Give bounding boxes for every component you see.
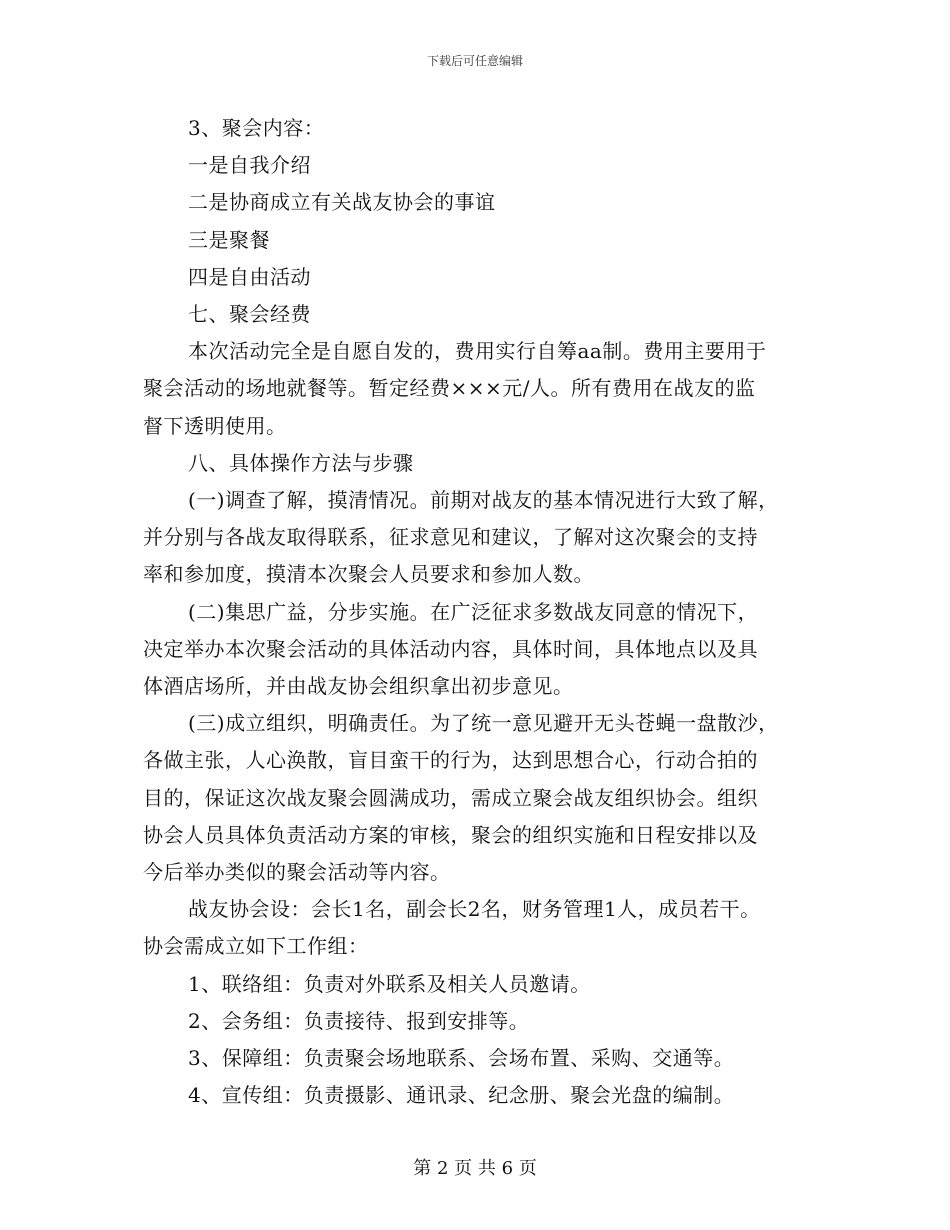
text-line: 各做主张，人心涣散，盲目蛮干的行为，达到思想合心，行动合拍的 bbox=[143, 748, 758, 773]
text-line: 今后举办类似的聚会活动等内容。 bbox=[143, 860, 451, 885]
text-line: 协会需成立如下工作组： bbox=[143, 934, 369, 959]
text-line: 八、具体操作方法与步骤 bbox=[188, 450, 414, 475]
text-line: (二)集思广益，分步实施。在广泛征求多数战友同意的情况下， bbox=[188, 599, 759, 624]
text-line: 本次活动完全是自愿自发的，费用实行自筹aa制。费用主要用于 bbox=[188, 339, 767, 364]
text-line: 七、聚会经费 bbox=[188, 302, 311, 327]
text-line: 3、聚会内容： bbox=[188, 116, 325, 140]
text-line: 3、保障组：负责聚会场地联系、会场布置、采购、交通等。 bbox=[188, 1046, 735, 1071]
text-line: 四是自由活动 bbox=[188, 264, 311, 289]
page-number-footer: 第 2 页 共 6 页 bbox=[413, 1158, 537, 1179]
text-line: 二是协商成立有关战友协会的事谊 bbox=[188, 190, 496, 215]
page-header: 下载后可任意编辑 bbox=[426, 54, 523, 68]
text-line: 目的，保证这次战友聚会圆满成功，需成立聚会战友组织协会。组织 bbox=[143, 785, 758, 810]
text-line: 体酒店场所，并由战友协会组织拿出初步意见。 bbox=[143, 674, 574, 699]
text-line: 2、会务组：负责接待、报到安排等。 bbox=[188, 1008, 530, 1033]
text-line: (一)调查了解，摸清情况。前期对战友的基本情况进行大致了解， bbox=[188, 488, 779, 513]
text-line: 4、宣传组：负责摄影、通讯录、纪念册、聚会光盘的编制。 bbox=[188, 1083, 735, 1108]
text-line: 三是聚餐 bbox=[188, 227, 270, 252]
text-line: (三)成立组织，明确责任。为了统一意见避开无头苍蝇一盘散沙， bbox=[188, 711, 779, 736]
text-line: 督下透明使用。 bbox=[143, 413, 287, 438]
text-line: 并分别与各战友取得联系，征求意见和建议，了解对这次聚会的支持 bbox=[143, 525, 758, 550]
text-line: 战友协会设：会长1名，副会长2名，财务管理1人，成员若干。 bbox=[188, 897, 761, 922]
text-line: 一是自我介绍 bbox=[188, 153, 311, 178]
text-line: 协会人员具体负责活动方案的审核，聚会的组织实施和日程安排以及 bbox=[143, 822, 758, 847]
text-line: 1、联络组：负责对外联系及相关人员邀请。 bbox=[188, 971, 591, 996]
text-line: 决定举办本次聚会活动的具体活动内容，具体时间，具体地点以及具 bbox=[143, 636, 758, 661]
text-line: 聚会活动的场地就餐等。暂定经费×××元/人。所有费用在战友的监 bbox=[143, 376, 756, 401]
document-body bbox=[143, 110, 808, 1114]
text-line: 率和参加度，摸清本次聚会人员要求和参加人数。 bbox=[143, 562, 594, 587]
